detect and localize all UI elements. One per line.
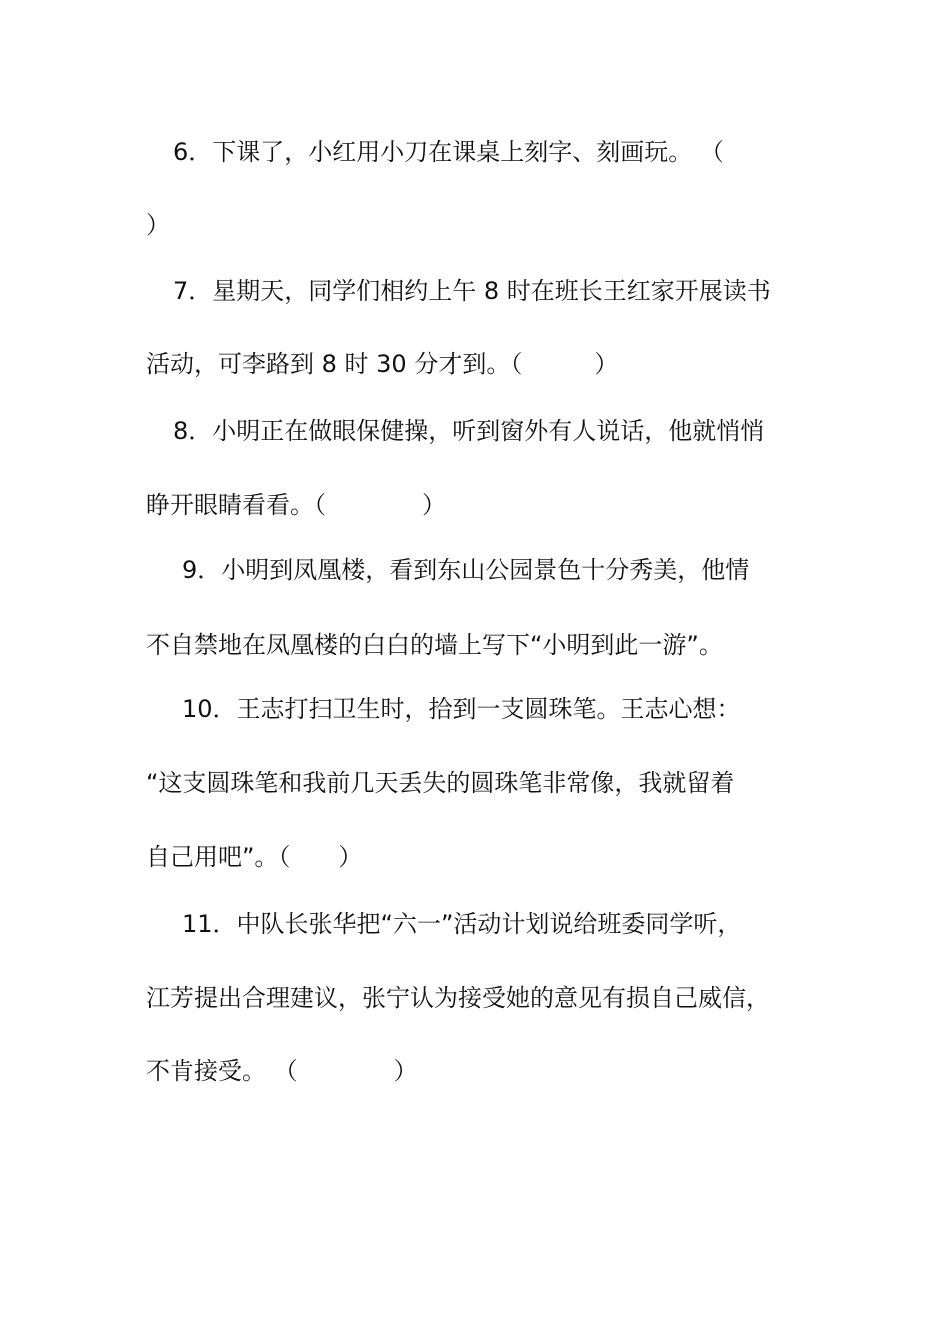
question-10-line-1: 10．王志打扫卫生时，拾到一支圆珠笔。王志心想： [182,695,741,723]
question-7-line-1: 7．星期天，同学们相约上午 8 时在班长王红家开展读书 [173,277,771,305]
question-8-line-1: 8．小明正在做眼保健操，听到窗外有人说话，他就悄悄 [173,417,765,445]
question-9-line-1: 9．小明到凤凰楼，看到东山公园景色十分秀美，他情 [182,556,750,584]
question-11-line-1: 11．中队长张华把“六一”活动计划说给班委同学听， [182,910,742,938]
question-9-line-2: 不自禁地在凤凰楼的白白的墙上写下“小明到此一游”。 [146,631,723,659]
question-11-line-3: 不肯接受。 （ ） [146,1057,418,1085]
question-7-line-2: 活动，可李路到 8 时 30 分才到。（ ） [146,350,619,378]
question-10-line-3: 自己用吧”。（ ） [146,843,363,871]
question-11-line-2: 江芳提出合理建议，张宁认为接受她的意见有损自己威信， [146,984,770,1012]
question-6-line-1: 6．下课了，小红用小刀在课桌上刻字、刻画玩。 （ [173,138,724,166]
question-8-line-2: 睁开眼睛看看。（ ） [146,491,446,519]
question-6-line-2: ） [146,211,170,239]
question-10-line-2: “这支圆珠笔和我前几天丢失的圆珠笔非常像，我就留着 [146,769,735,797]
